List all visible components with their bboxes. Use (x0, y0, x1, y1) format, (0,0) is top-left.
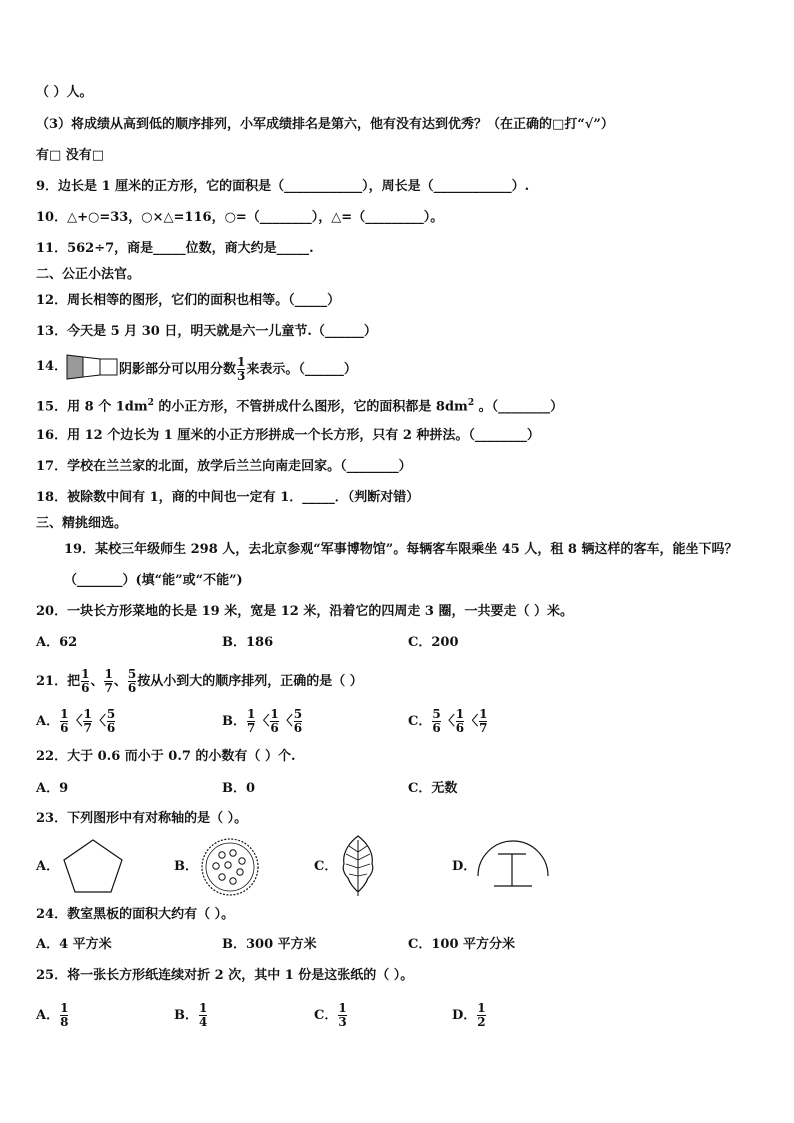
q21-option-a: A． $\frac{1}{6}$ 〈 $\frac{1}{7}$ 〈 $\frac{5}{6}$ (36, 707, 116, 735)
pentagon-figure (62, 838, 124, 894)
question-16: 16．用 12 个边长为 1 厘米的小正方形拼成一个长方形，只有 2 种拼法。（________） (36, 428, 540, 443)
question-9: 9．边长是 1 厘米的正方形，它的面积是（____________），周长是（____________）. (36, 179, 530, 194)
q23-label-a: A． (36, 859, 60, 874)
q8-part3-options: 有□ 没有□ (36, 148, 105, 163)
section-3-title: 三、精挑细选。 (36, 516, 128, 531)
q22-option-b: B．0 (222, 781, 256, 796)
question-13: 13．今天是 5 月 30 日，明天就是六一儿童节.（______） (36, 324, 377, 339)
q25-option-c: C． $\frac{1}{3}$ (314, 1001, 347, 1029)
q20-option-c: C．200 (408, 635, 459, 650)
q23-label-c: C． (314, 859, 338, 874)
question-11: 11．562÷7，商是_____位数，商大约是_____. (36, 241, 314, 256)
question-25: 25．将一张长方形纸连续对折 2 次，其中 1 份是这张纸的（ ）。 (36, 968, 414, 983)
q24-option-a: A．4 平方米 (36, 937, 112, 952)
question-20: 20．一块长方形菜地的长是 19 米，宽是 12 米，沿着它的四周走 3 圈，一共要走（ ）米。 (36, 604, 573, 619)
fraction-one-third: $\frac{1}{3}$ (237, 355, 246, 383)
q23-label-b: B． (174, 859, 198, 874)
q25-option-d: D． $\frac{1}{2}$ (452, 1001, 486, 1029)
q8-part3: （3）将成绩从高到低的顺序排列，小军成绩排名是第六，他有没有达到优秀？（在正确的□打“√”） (36, 117, 614, 132)
section-2-title: 二、公正小法官。 (36, 267, 141, 282)
shaded-bar-figure (66, 354, 118, 380)
q25-option-b: B． $\frac{1}{4}$ (174, 1001, 208, 1029)
question-17: 17．学校在兰兰家的北面，放学后兰兰向南走回家。（________） (36, 459, 412, 474)
question-24: 24．教室黑板的面积大约有（ ）。 (36, 907, 235, 922)
question-19-answer: （_______）(填“能”或“不能”) (64, 573, 243, 588)
question-18: 18．被除数中间有 1，商的中间也一定有 1．_____．（判断对错） (36, 490, 420, 505)
round-cake-figure (200, 837, 260, 897)
arch-figure (476, 834, 550, 892)
q24-option-b: B．300 平方米 (222, 937, 317, 952)
q25-option-a: A． $\frac{1}{8}$ (36, 1001, 69, 1029)
question-19: 19．某校三年级师生 298 人，去北京参观“军事博物馆”。每辆客车限乘坐 45 人，租 8 辆这样的客车，能坐下吗？ (64, 542, 738, 557)
question-14-text: 阴影部分可以用分数 $\frac{1}{3}$ 来表示。（______） (119, 355, 357, 383)
q20-option-b: B．186 (222, 635, 274, 650)
question-22: 22．大于 0.6 而小于 0.7 的小数有（ ）个. (36, 749, 296, 764)
question-10: 10．△+○=33，○×△=116，○=（________），△=（_________）。 (36, 210, 444, 225)
question-15: 15．用 8 个 $1dm^2$ 的小正方形，不管拼成什么图形，它的面积都是 $8dm^2$ 。（________） (36, 398, 564, 415)
q23-label-d: D． (452, 859, 477, 874)
q21-option-b: B． $\frac{1}{7}$ 〈 $\frac{1}{6}$ 〈 $\frac{5}{6}$ (222, 707, 303, 735)
question-21: 21．把 $\frac{1}{6}$ 、 $\frac{1}{7}$ 、 $\frac{5}{6}$ 按从小到大的顺序排列，正确的是（ ） (36, 667, 363, 695)
q22-option-c: C．无数 (408, 781, 458, 796)
question-14: 14． (36, 359, 68, 374)
q20-option-a: A．62 (36, 635, 78, 650)
q21-option-c: C． $\frac{5}{6}$ 〈 $\frac{1}{6}$ 〈 $\frac{1}{7}$ (408, 707, 488, 735)
leaf-figure (338, 834, 378, 898)
q8-blank: （ ）人。 (36, 85, 93, 100)
q22-option-a: A．9 (36, 781, 69, 796)
question-12: 12．周长相等的图形，它们的面积也相等。（_____） (36, 293, 341, 308)
question-23: 23．下列图形中有对称轴的是（ ）。 (36, 811, 248, 826)
q24-option-c: C．100 平方分米 (408, 937, 516, 952)
